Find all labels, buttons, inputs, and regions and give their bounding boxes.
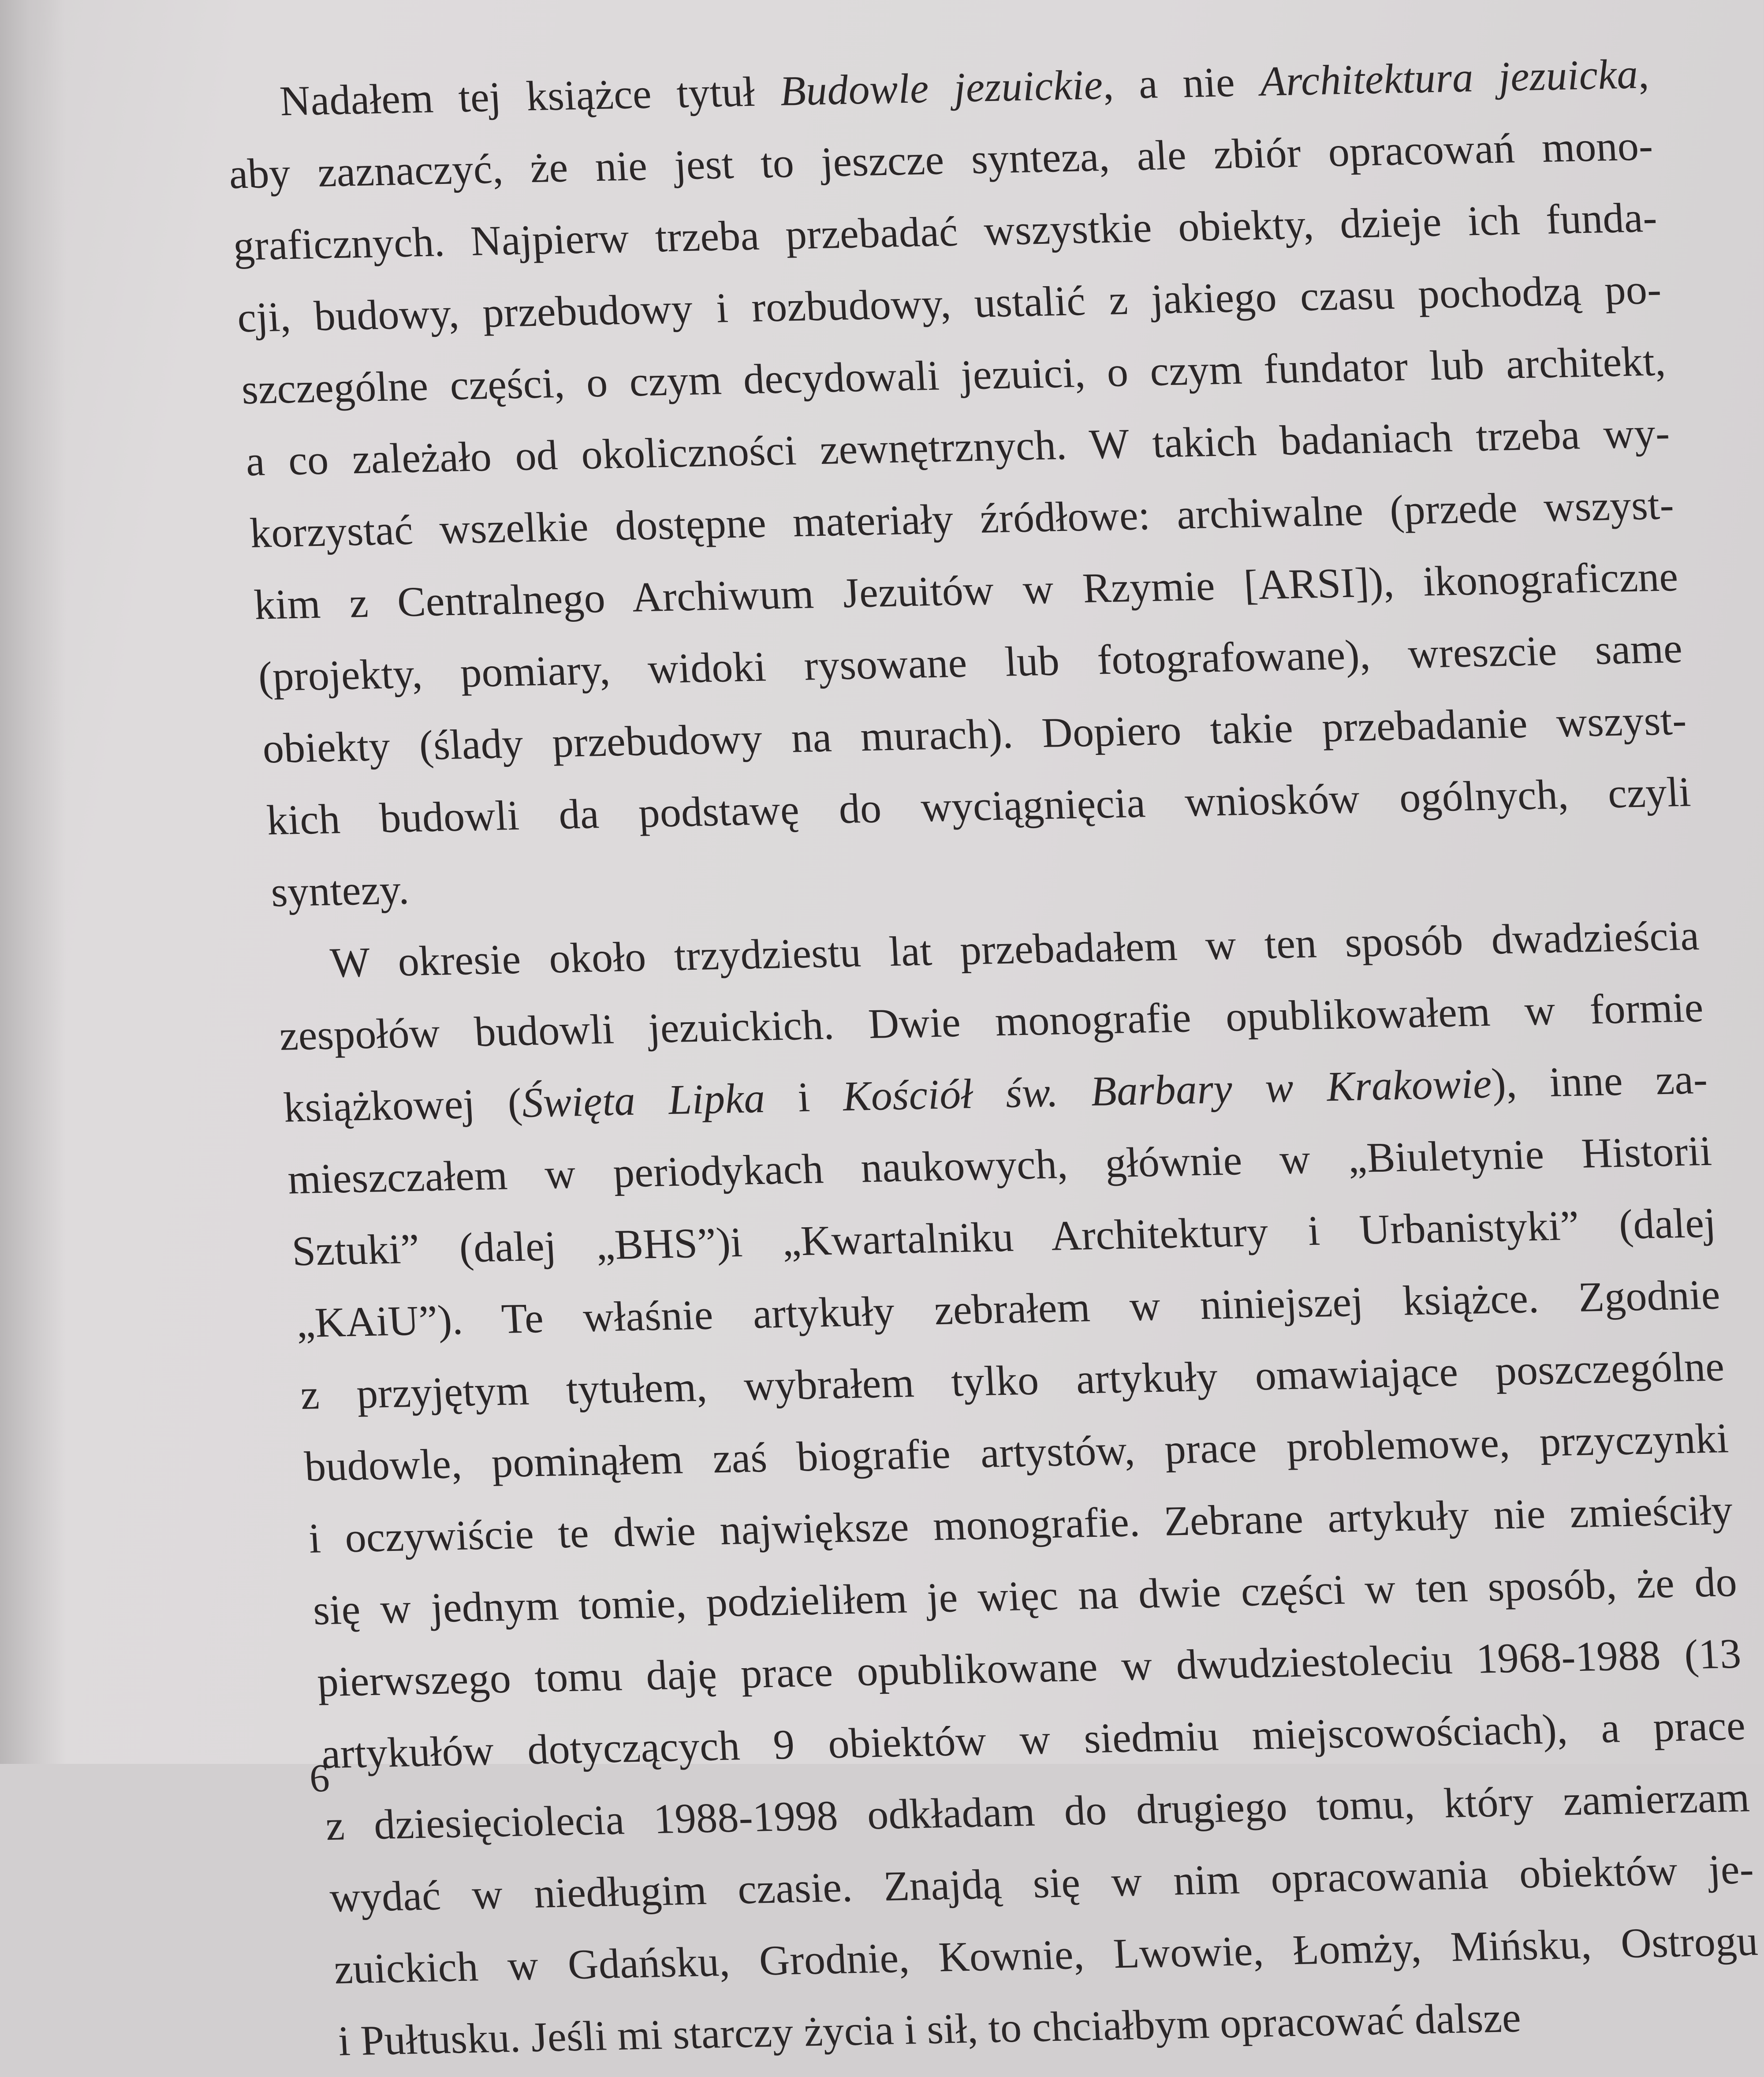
text-run: wydać w niedługim czasie. Znajdą się w nim opracowania obiektów je- (328, 1845, 1755, 1921)
text-run: (projekty, pomiary, widoki rysowane lub fotografowane), wreszcie same (257, 624, 1684, 700)
bleed-through-text (265, 0, 1587, 22)
text-run: aby zaznaczyć, że nie jest to jeszcze synteza, ale zbiór opracowań mono- (227, 121, 1654, 198)
text-run: kim z Centralnego Archiwum Jezuitów w Rzymie [ARSI]), ikonograficzne (253, 553, 1679, 628)
text-run: i oczywiście te dwie największe monografie. Zebrane artykuły nie zmieściły (307, 1486, 1734, 1562)
italic-title: Budowle jezuickie (778, 61, 1104, 115)
text-run: i (763, 1072, 844, 1121)
text-run: budowle, pominąłem zaś biografie artystów, prace problemowe, przyczynki (303, 1414, 1730, 1490)
text-run: ), inne za- (1490, 1055, 1709, 1107)
text-run: Sztuki” (dalej „BHS”)i „Kwartalniku Architektury i Urbanistyki” (dalej (291, 1199, 1717, 1275)
text-run: z dziesięciolecia 1988-1998 odkładam do drugiego tomu, który zamierzam (324, 1773, 1751, 1849)
text-block (223, 37, 1764, 2077)
book-gutter-shadow (0, 0, 66, 1764)
text-run: syntezy. (269, 865, 410, 916)
text-run: i Pułtusku. Jeśli mi starczy życia i sił, to chciałbym opracować dalsze (337, 1993, 1522, 2065)
text-run: artykułów dotyczących 9 obiektów w siedmiu miejscowościach), a prace (320, 1701, 1747, 1778)
italic-title: Architektura jezuicka (1258, 50, 1640, 105)
text-run: korzystać wszelkie dostępne materiały źródłowe: archiwalne (przede wszyst- (248, 481, 1675, 557)
text-run: zuickich w Gdańsku, Grodnie, Kownie, Lwowie, Łomży, Mińsku, Ostrogu (332, 1917, 1760, 1993)
text-run: pierwszego tomu daję prace opublikowane w dwudziestoleciu 1968-1988 (13 (316, 1629, 1742, 1706)
text-run: książkowej ( (282, 1079, 523, 1131)
text-run: cji, budowy, przebudowy i rozbudowy, ustalić z jakiego czasu pochodzą po- (236, 265, 1663, 341)
italic-title: Kościół św. Barbary w Krakowie (841, 1059, 1493, 1120)
text-run: , (1636, 50, 1650, 97)
body-text (223, 37, 1764, 2077)
text-run: z przyjętym tytułem, wybrałem tylko artykuły omawiające poszczególne (299, 1342, 1726, 1419)
text-run: kich budowli da podstawę do wyciągnięcia wniosków ogólnych, czyli (265, 768, 1692, 844)
text-run: graficznych. Najpierw trzeba przebadać wszystkie obiekty, dzieje ich funda- (231, 193, 1659, 269)
text-run: , a nie (1101, 57, 1261, 108)
text-run: szczególne części, o czym decydowali jezuici, o czym fundator lub architekt, (240, 337, 1667, 413)
italic-title: Święta Lipka (520, 1074, 767, 1126)
text-run: a co zależało od okoliczności zewnętrznych. W takich badaniach trzeba wy- (244, 409, 1671, 485)
paragraph (273, 899, 1764, 2077)
text-run: obiekty (ślady przebudowy na murach). Dopiero takie przebadanie wszyst- (261, 696, 1688, 772)
paragraph (223, 37, 1697, 928)
text-run: W okresie około trzydziestu lat przebadałem w ten sposób dwadzieścia (328, 911, 1701, 986)
text-run: Nadałem tej książce tytuł (278, 67, 782, 125)
text-run: zespołów budowli jezuickich. Dwie monografie opublikowałem w formie (278, 983, 1705, 1059)
text-run: „KAiU”). Te właśnie artykuły zebrałem w niniejszej książce. Zgodnie (295, 1270, 1722, 1347)
page-number: 6 (308, 1756, 331, 1801)
text-run: mieszczałem w periodykach naukowych, głównie w „Biuletynie Historii (286, 1127, 1713, 1203)
text-run: się w jednym tomie, podzieliłem je więc na dwie części w ten sposób, że do (311, 1558, 1738, 1634)
